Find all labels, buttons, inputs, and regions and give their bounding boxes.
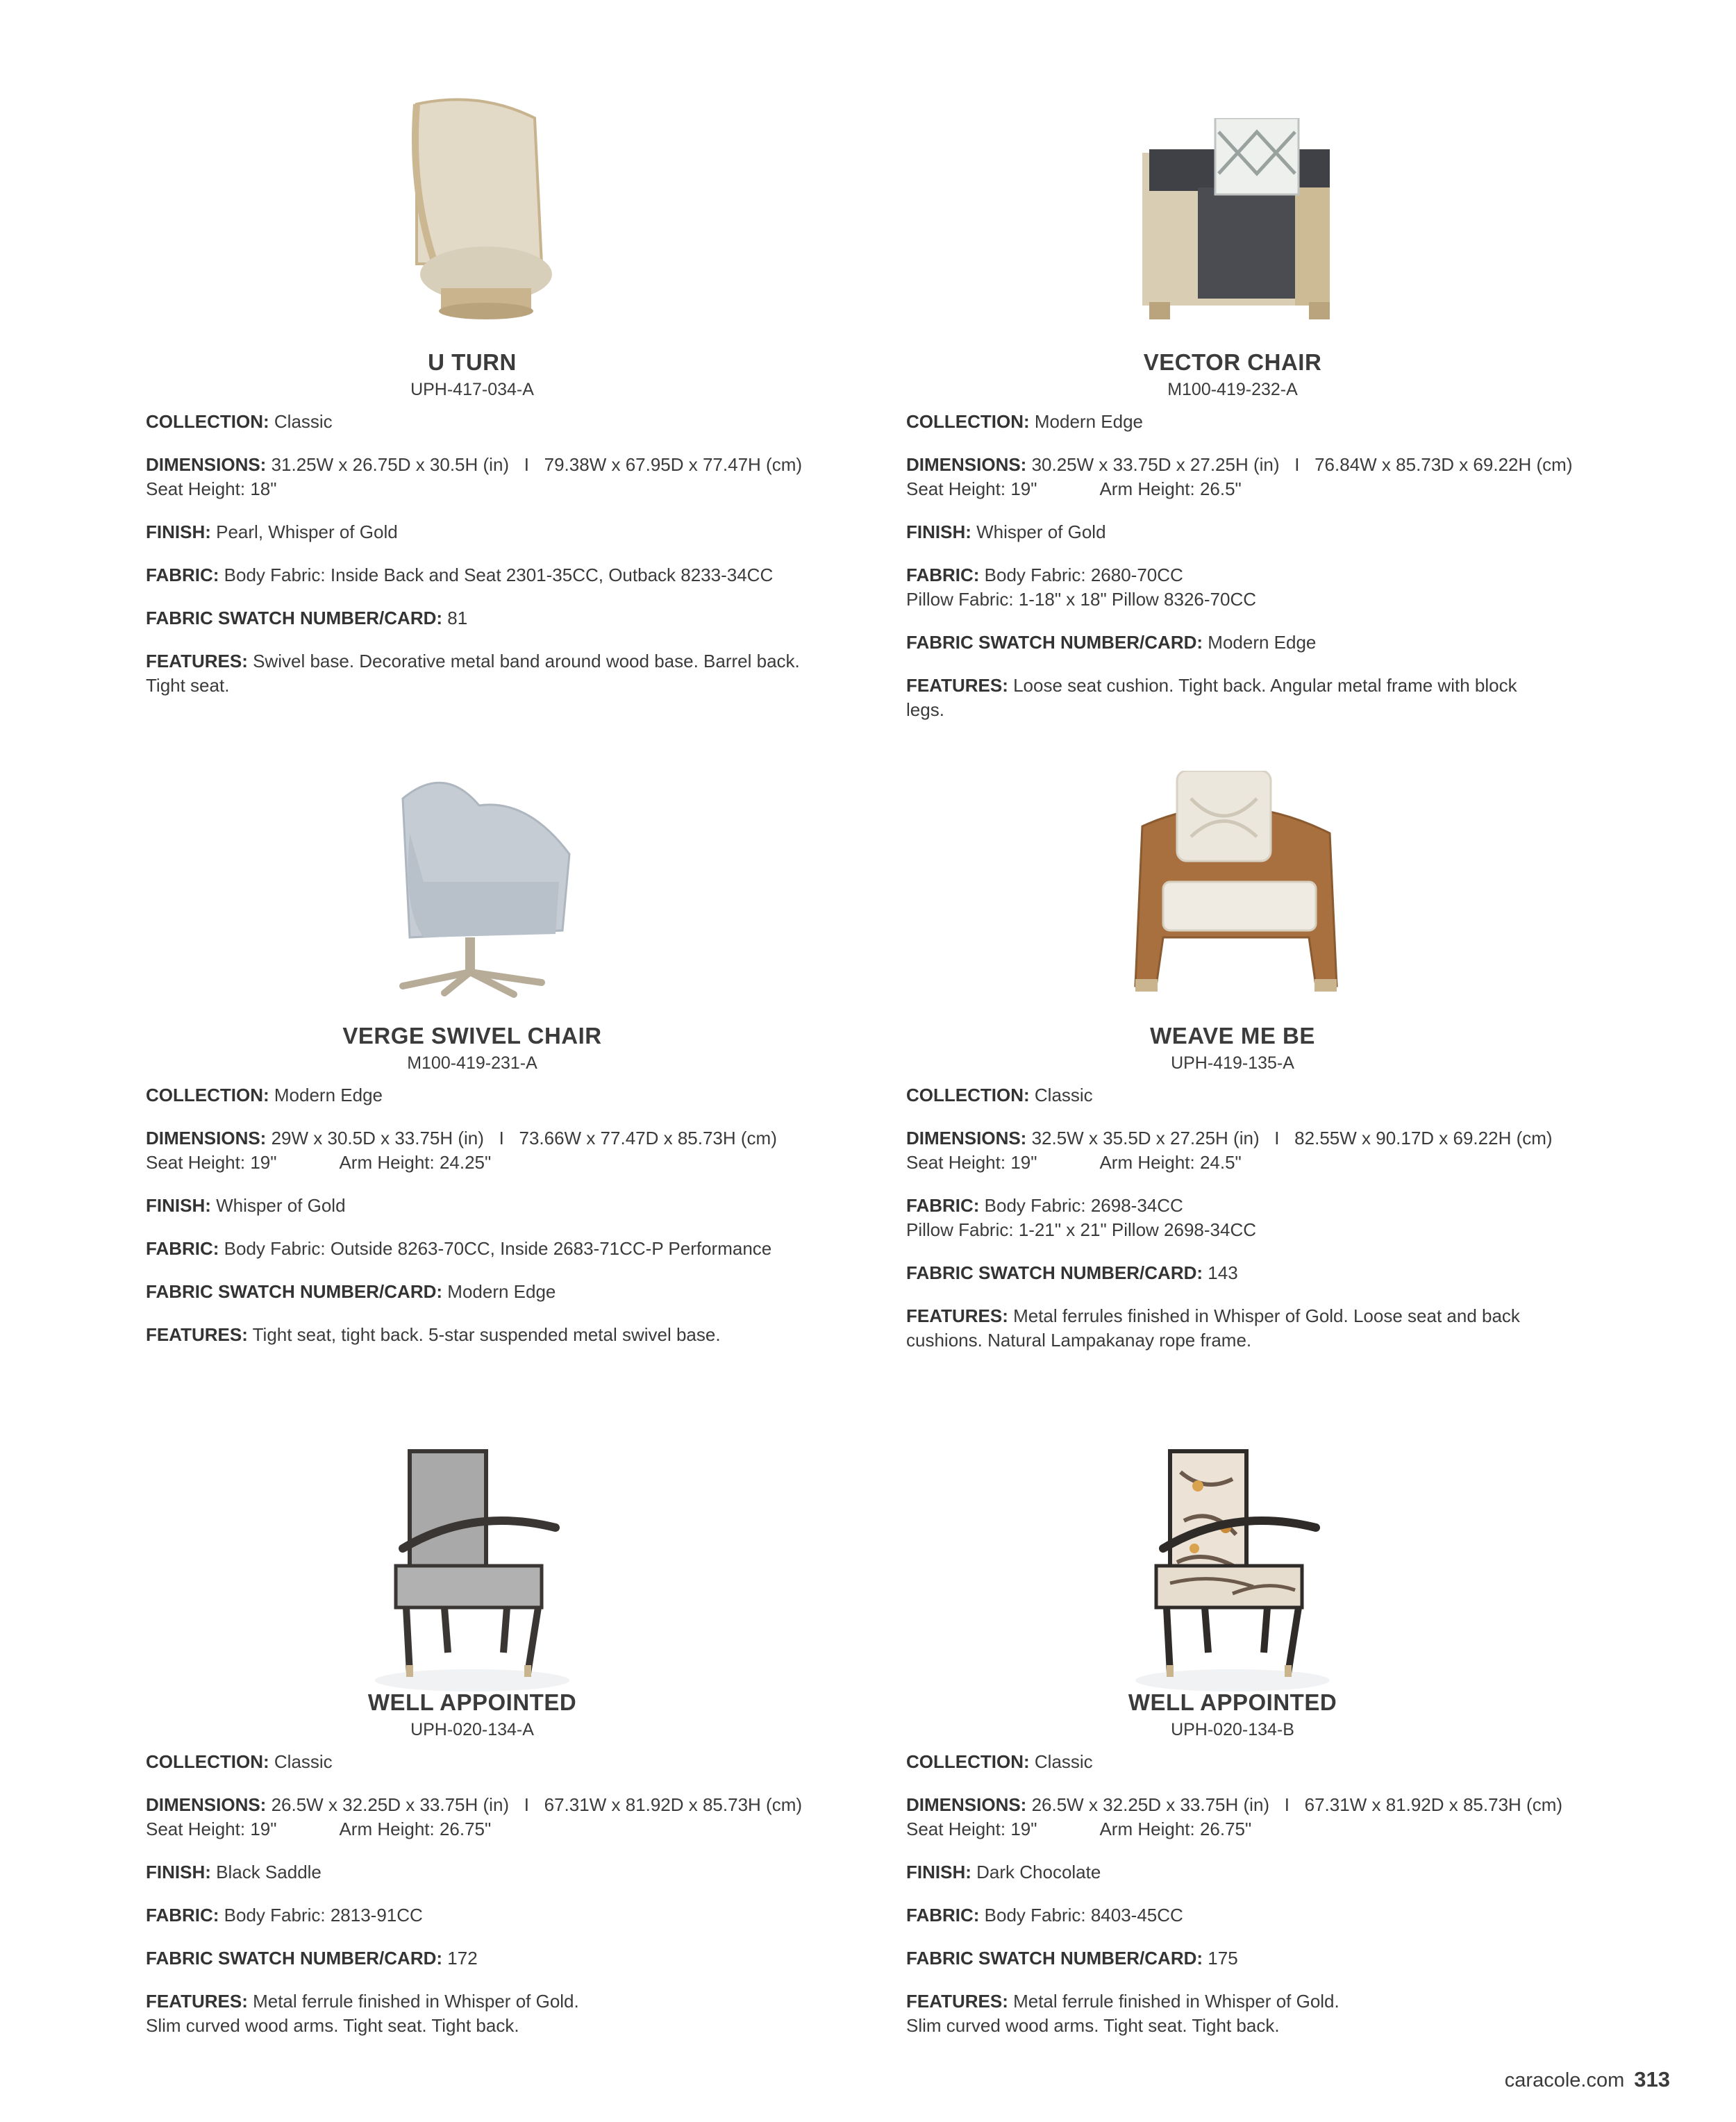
spec-fabric: FABRIC: Body Fabric: 2680-70CC Pillow Fabric: 1-18" x 18" Pillow 8326-70CC [906, 565, 1257, 610]
spec-fabric: FABRIC: Body Fabric: Inside Back and Seat 2301-35CC, Outback 8233-34CC [146, 565, 774, 585]
product-sku: UPH-020-134-A [410, 1720, 534, 1739]
spec-dimensions: DIMENSIONS: 30.25W x 33.75D x 27.25H (in) I 76.84W x 85.73D x 69.22H (cm) Seat Height: 19" Arm Height: 26.5" [906, 454, 1573, 499]
spec-swatch: FABRIC SWATCH NUMBER/CARD: 143 [906, 1262, 1238, 1283]
spec-features: FEATURES: Loose seat cushion. Tight back. Angular metal frame with block legs. [906, 675, 1517, 720]
spec-features: FEATURES: Metal ferrule finished in Whisper of Gold. Slim curved wood arms. Tight seat. Tight back. [146, 1991, 579, 2036]
spec-finish: FINISH: Dark Chocolate [906, 1862, 1101, 1882]
weave-chair-image [871, 764, 1594, 1000]
product-name: WELL APPOINTED [1128, 1689, 1337, 1715]
page-footer [1505, 2067, 1670, 2092]
spec-list [146, 1750, 868, 2057]
product-name: U TURN [428, 349, 517, 375]
product-sku: UPH-417-034-A [410, 380, 534, 399]
spec-collection: COLLECTION: Modern Edge [906, 411, 1143, 432]
spec-swatch: FABRIC SWATCH NUMBER/CARD: 81 [146, 608, 468, 628]
spec-list [906, 1083, 1628, 1371]
spec-swatch: FABRIC SWATCH NUMBER/CARD: 172 [146, 1948, 478, 1969]
spec-fabric: FABRIC: Body Fabric: Outside 8263-70CC, Inside 2683-71CC-P Performance [146, 1238, 772, 1259]
vector-chair-image [871, 90, 1594, 326]
spec-fabric: FABRIC: Body Fabric: 2698-34CC Pillow Fabric: 1-21" x 21" Pillow 2698-34CC [906, 1195, 1257, 1240]
spec-finish: FINISH: Black Saddle [146, 1862, 322, 1882]
well-appointed-b-illustration [1128, 1444, 1337, 1694]
verge-chair-illustration [361, 771, 583, 1000]
spec-list [906, 410, 1628, 741]
weave-chair-illustration [1115, 771, 1351, 1000]
product-name: VECTOR CHAIR [1143, 349, 1322, 375]
spec-fabric: FABRIC: Body Fabric: 2813-91CC [146, 1905, 423, 1925]
spec-collection: COLLECTION: Classic [146, 411, 333, 432]
spec-dimensions: DIMENSIONS: 32.5W x 35.5D x 27.25H (in) I 82.55W x 90.17D x 69.22H (cm) Seat Height: 19" Arm Height: 24.5" [906, 1128, 1553, 1173]
spec-dimensions: DIMENSIONS: 26.5W x 32.25D x 33.75H (in) I 67.31W x 81.92D x 85.73H (cm) Seat Height: 19" Arm Height: 26.75" [906, 1794, 1563, 1839]
spec-collection: COLLECTION: Classic [146, 1751, 333, 1772]
spec-list [146, 410, 868, 717]
spec-features: FEATURES: Swivel base. Decorative metal band around wood base. Barrel back. Tight seat. [146, 651, 800, 696]
spec-finish: FINISH: Pearl, Whisper of Gold [146, 521, 398, 542]
verge-chair-image [111, 764, 833, 1000]
well-appointed-b-image [871, 1430, 1594, 1694]
spec-finish: FINISH: Whisper of Gold [906, 521, 1106, 542]
product-name: WEAVE ME BE [1150, 1023, 1315, 1049]
spec-features: FEATURES: Metal ferrule finished in Whisper of Gold. Slim curved wood arms. Tight seat. Tight back. [906, 1991, 1339, 2036]
spec-dimensions: DIMENSIONS: 29W x 30.5D x 33.75H (in) I 73.66W x 77.47D x 85.73H (cm) Seat Height: 19" Arm Height: 24.25" [146, 1128, 777, 1173]
product-sku: UPH-020-134-B [1171, 1720, 1294, 1739]
well-appointed-a-illustration [368, 1444, 576, 1694]
spec-swatch: FABRIC SWATCH NUMBER/CARD: 175 [906, 1948, 1238, 1969]
spec-collection: COLLECTION: Classic [906, 1751, 1093, 1772]
spec-features: FEATURES: Tight seat, tight back. 5-star suspended metal swivel base. [146, 1324, 721, 1345]
spec-swatch: FABRIC SWATCH NUMBER/CARD: Modern Edge [906, 632, 1317, 653]
u-turn-chair-illustration [375, 90, 569, 326]
spec-dimensions: DIMENSIONS: 31.25W x 26.75D x 30.5H (in) I 79.38W x 67.95D x 77.47H (cm) Seat Height: 18" [146, 454, 803, 499]
spec-finish: FINISH: Whisper of Gold [146, 1195, 346, 1216]
spec-list [146, 1083, 868, 1366]
well-appointed-a-image [111, 1430, 833, 1694]
spec-list [906, 1750, 1628, 2057]
spec-fabric: FABRIC: Body Fabric: 8403-45CC [906, 1905, 1183, 1925]
product-sku: M100-419-231-A [407, 1053, 537, 1073]
vector-chair-illustration [1108, 118, 1358, 326]
spec-dimensions: DIMENSIONS: 26.5W x 32.25D x 33.75H (in) I 67.31W x 81.92D x 85.73H (cm) Seat Height: 19" Arm Height: 26.75" [146, 1794, 803, 1839]
product-name: WELL APPOINTED [367, 1689, 577, 1715]
spec-collection: COLLECTION: Classic [906, 1085, 1093, 1105]
product-sku: UPH-419-135-A [1171, 1053, 1294, 1073]
spec-swatch: FABRIC SWATCH NUMBER/CARD: Modern Edge [146, 1281, 556, 1302]
spec-collection: COLLECTION: Modern Edge [146, 1085, 383, 1105]
u-turn-chair-image [111, 90, 833, 326]
spec-features: FEATURES: Metal ferrules finished in Whisper of Gold. Loose seat and back cushions. Natural Lampakanay rope frame. [906, 1305, 1520, 1351]
page-number: 313 [1634, 2067, 1670, 2091]
product-sku: M100-419-232-A [1167, 380, 1298, 399]
footer-site-link[interactable]: caracole.com [1504, 2069, 1625, 2091]
product-name: VERGE SWIVEL CHAIR [342, 1023, 602, 1049]
